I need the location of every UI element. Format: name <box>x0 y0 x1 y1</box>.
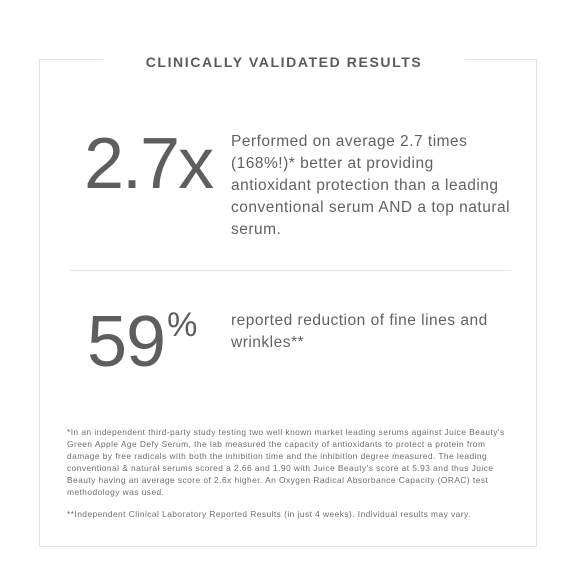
footnote-study: *In an independent third-party study testing two well known market leading serums against Juice Beauty's Green Apple Age Defy Serum, the lab measured the capacity of antioxidants to protect a protein from damage by free radicals with both the inhibition time and the inhibition degree measured. The leading conventional & natural serums scored a 2.66 and 1.90 with Juice Beauty's score at 5.93 and thus Juice Beauty having an average score of 2.6x higher. An Oxygen Radical Absorbance Capacity (ORAC) test methodology was used. <box>67 427 505 497</box>
divider <box>69 270 511 271</box>
footnote-clinical: **Independent Clinical Laboratory Reported Results (in just 4 weeks). Individual results may vary. <box>67 509 471 519</box>
section-heading: CLINICALLY VALIDATED RESULTS <box>103 52 465 72</box>
stat-value-antioxidant: 2.7x <box>84 124 213 204</box>
stat-percent-sign: % <box>167 306 198 344</box>
stat-description-wrinkles: reported reduction of fine lines and wrinkles** <box>231 312 488 351</box>
stat-number-wrinkles: 59 <box>87 302 166 382</box>
stat-value-wrinkles <box>87 300 197 397</box>
stat-description-antioxidant: Performed on average 2.7 times (168%!)* better at providing antioxidant protection than a leading conventional serum AND a top natural serum. <box>231 133 511 238</box>
